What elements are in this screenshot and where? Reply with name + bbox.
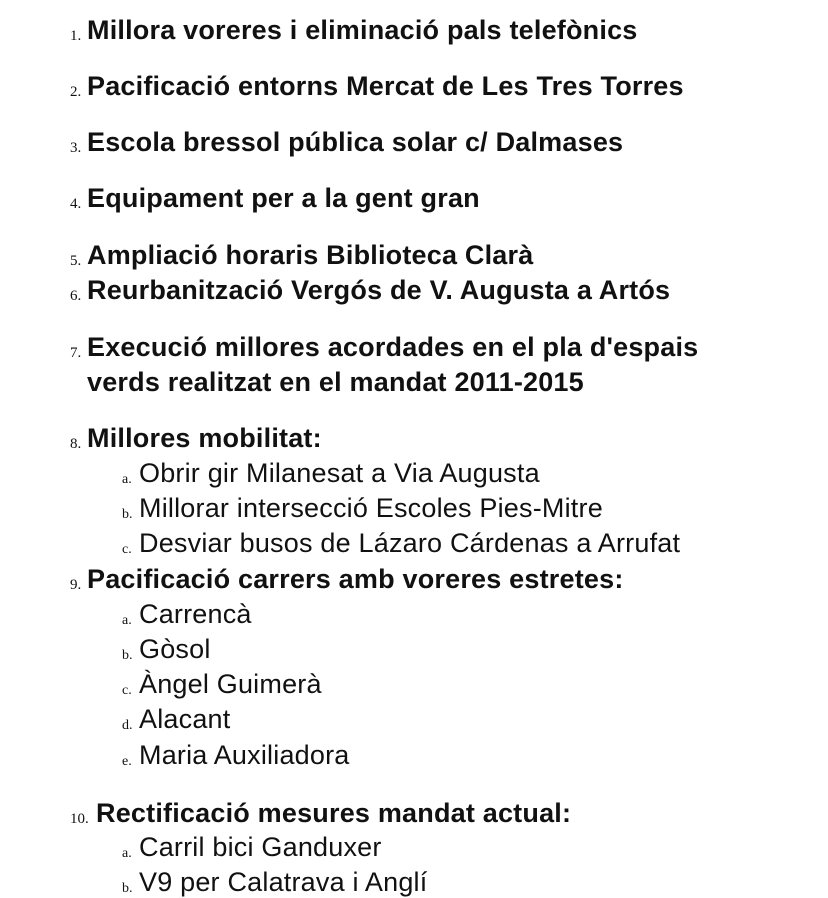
sub-item-letter: b. [122, 507, 133, 522]
sub-item-text: V9 per Calatrava i Anglí [139, 867, 428, 897]
item-number: 3. [70, 140, 82, 156]
item-number: 6. [70, 288, 82, 304]
sub-item-letter: d. [122, 718, 133, 733]
item-number: 1. [70, 28, 82, 44]
item-text: Pacificació carrers amb voreres estretes: [87, 564, 624, 594]
item-number: 10. [70, 811, 89, 827]
sub-item-letter: a. [122, 846, 132, 861]
item-text: Pacificació entorns Mercat de Les Tres Torres [87, 71, 684, 101]
sub-item-letter: c. [122, 683, 132, 698]
sub-item-text: Alacant [139, 704, 231, 734]
sub-item-text: Desviar busos de Lázaro Cárdenas a Arrufat [139, 528, 681, 558]
sub-item-text: Obrir gir Milanesat a Via Augusta [139, 458, 540, 488]
item-text-continued: verds realitzat en el mandat 2011-2015 [87, 367, 584, 397]
sub-item-text: Gòsol [139, 634, 211, 664]
sub-item-letter: b. [122, 648, 133, 663]
sub-item-letter: e. [122, 754, 132, 769]
sub-item-text: Carril bici Ganduxer [139, 832, 382, 862]
sub-item-letter: b. [122, 881, 133, 896]
item-text: Rectificació mesures mandat actual: [96, 798, 572, 828]
item-text: Reurbanització Vergós de V. Augusta a Artós [87, 275, 671, 305]
sub-item-letter: a. [122, 472, 132, 487]
sub-item-letter: a. [122, 613, 132, 628]
item-number: 8. [70, 436, 82, 452]
item-number: 2. [70, 84, 82, 100]
item-number: 9. [70, 577, 82, 593]
sub-item-letter: c. [122, 542, 132, 557]
item-text: Millores mobilitat: [87, 423, 322, 453]
sub-item-text: Maria Auxiliadora [139, 740, 350, 770]
item-text: Ampliació horaris Biblioteca Clarà [87, 240, 534, 270]
item-number: 5. [70, 253, 82, 269]
sub-item-text: Millorar intersecció Escoles Pies-Mitre [139, 493, 603, 523]
sub-item-text: Carrencà [139, 599, 252, 629]
item-text: Execució millores acordades en el pla d'espais [87, 332, 699, 362]
item-text: Equipament per a la gent gran [87, 183, 480, 213]
item-number: 4. [70, 196, 82, 212]
sub-item-text: Àngel Guimerà [139, 669, 322, 699]
item-text: Escola bressol pública solar c/ Dalmases [87, 127, 624, 157]
item-text: Millora voreres i eliminació pals telefònics [87, 15, 638, 45]
item-number: 7. [70, 345, 82, 361]
